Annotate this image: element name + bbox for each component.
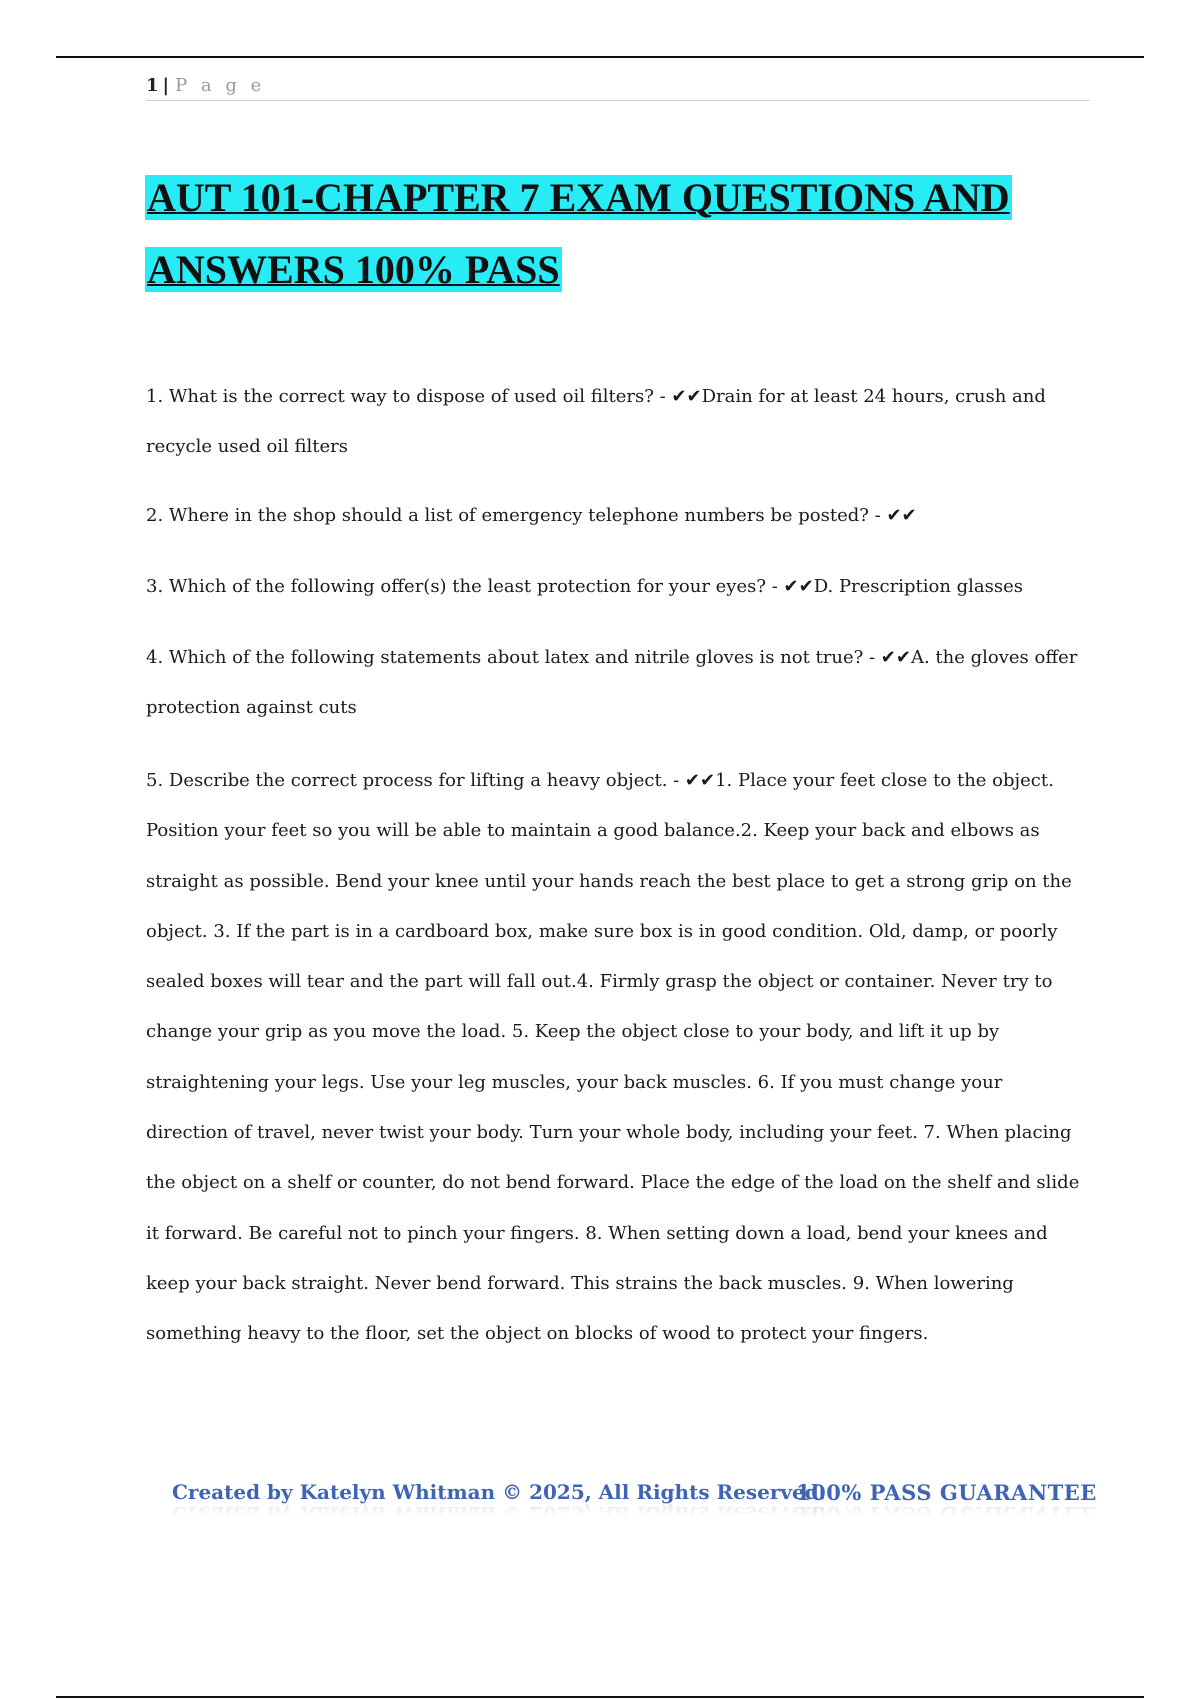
page-header <box>146 70 1090 101</box>
question-2: 2. Where in the shop should a list of emergency telephone numbers be posted? - ✔✔ <box>146 505 917 526</box>
question-1: 1. What is the correct way to dispose of used oil filters? - ✔✔Drain for at least 24 hours, crush and recycle used oil filters <box>146 386 1046 457</box>
page-word: P a g e <box>175 74 266 96</box>
page-separator: | <box>162 74 170 96</box>
page-number: 1 <box>146 74 159 96</box>
top-rule <box>56 56 1144 58</box>
question-3: 3. Which of the following offer(s) the least protection for your eyes? - ✔✔D. Prescription glasses <box>146 576 1024 597</box>
title-line-2: ANSWERS 100% PASS <box>147 247 560 292</box>
title-line-1: AUT 101-CHAPTER 7 EXAM QUESTIONS AND <box>147 175 1010 220</box>
bottom-rule <box>56 1696 1144 1698</box>
document-title <box>145 162 1075 306</box>
footer-guarantee: 100% PASS GUARANTEE 100% PASS GUARANTEE <box>796 1480 1097 1505</box>
question-4: 4. Which of the following statements about latex and nitrile gloves is not true? - ✔✔A. the gloves offer protection against cuts <box>146 647 1078 718</box>
footer-copyright: Created by Katelyn Whitman © 2025, All Rights Reserved. Created by Katelyn Whitman © 2025, All Rights Reserved. <box>172 1480 826 1504</box>
question-5: 5. Describe the correct process for lifting a heavy object. - ✔✔1. Place your feet close to the object. Position your feet so you will be able to maintain a good balance.2. Keep your back and elbows as straight as possible. Bend your knee until your hands reach the best place to get a strong grip on the object. 3. If the part is in a cardboard box, make sure box is in good condition. Old, damp, or poorly sealed boxes will tear and the part will fall out.4. Firmly grasp the object or container. Never try to change your grip as you move the load. 5. Keep the object close to your body, and lift it up by straightening your legs. Use your leg muscles, your back muscles. 6. If you must change your direction of travel, never twist your body. Turn your whole body, including your feet. 7. When placing the object on a shelf or counter, do not bend forward. Place the edge of the load on the shelf and slide it forward. Be careful not to pinch your fingers. 8. When setting down a load, bend your knees and keep your back straight. Never bend forward. This strains the back muscles. 9. When lowering something heavy to the floor, set the object on blocks of wood to protect your fingers. <box>146 770 1080 1345</box>
